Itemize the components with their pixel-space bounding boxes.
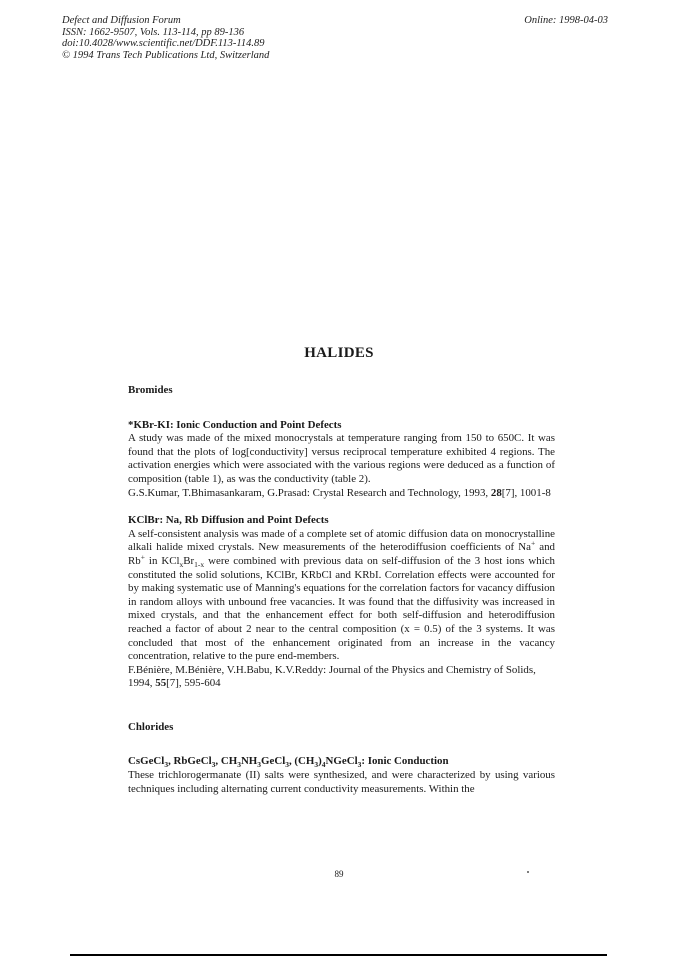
doi-line: doi:10.4028/www.scientific.net/DDF.113-114.89 [62,38,265,49]
entry-text-germanates: These trichlorogermanate (II) salts were synthesized, and were characterized by using various techniques including alternating current conductivity measurements. Within the [128,769,555,795]
bottom-rule [70,954,607,956]
page-number: 89 [334,869,344,879]
citation-kbr-ki: G.S.Kumar, T.Bhimasankaram, G.Prasad: Crystal Research and Technology, 1993, 28[7], 1001-8 [128,486,551,499]
entry-title-germanates: CsGeCl$_3$, RbGeCl$_3$, $CH_3NH_3GeCl_3$, $(CH_3)_4NGeCl_3$: Ionic Conduction [128,755,449,770]
entry-title-kclbr: KClBr: Na, Rb Diffusion and Point Defects [128,514,329,527]
section-heading-bromides: Bromides [128,384,173,396]
journal-name: Defect and Diffusion Forum [62,15,181,26]
entry-title-kbr-ki: *KBr-KI: Ionic Conduction and Point Defects [128,418,342,431]
citation-kclbr: F.Bénière, M.Bénière, V.H.Babu, K.V.Reddy: Journal of the Physics and Chemistry of Solids, 1994, 55[7], 595-604 [128,663,536,690]
journal-header [62,15,608,61]
entry-text-kclbr: A self-consistent analysis was made of a complete set of atomic diffusion data on monocrystalline alkali halide mixed crystals. New measurements of the heterodiffusion coefficients of Na+ and Rb+ in $KCl_xBr_{1-x}$ were combined with previous data on self-diffusion of the 3 host ions which constituted the solid solutions, KClBr, KRbCl and KRbI. Correlation effects were accounted for by making systematic use of Manning's equations for the correlation factors for vacancy diffusion in random alloys with unbound free vacancies. It was found that the diffusivity was increased in mixed crystals, and that the enhancement effect for both self-diffusion and heterodiffusion reached a factor of about 2 near to the central composition (x = 0.5) of the 3 systems. It was concluded that most of the enhancement originated from an increase in the vacancy concentration, relative to the pure end-members. [128,527,556,663]
article-body [128,384,555,796]
issn-line: ISSN: 1662-9507, Vols. 113-114, pp 89-136 [62,26,245,38]
online-date: Online: 1998-04-03 [524,15,608,26]
section-heading-chlorides: Chlorides [128,720,174,733]
copyright-line: © 1994 Trans Tech Publications Ltd, Switzerland [62,49,270,61]
scan-dot [527,871,529,873]
entry-text-kbr-ki: A study was made of the mixed monocrystals at temperature ranging from 150 to 650C. It was found that the plots of log[conductivity] versus reciprocal temperature exhibited 4 regions. The activation energies which were associated with the various regions were deduced as a function of composition (table 1), as was the conductivity (table 2). [128,432,555,485]
page-title: HALIDES [304,345,374,361]
